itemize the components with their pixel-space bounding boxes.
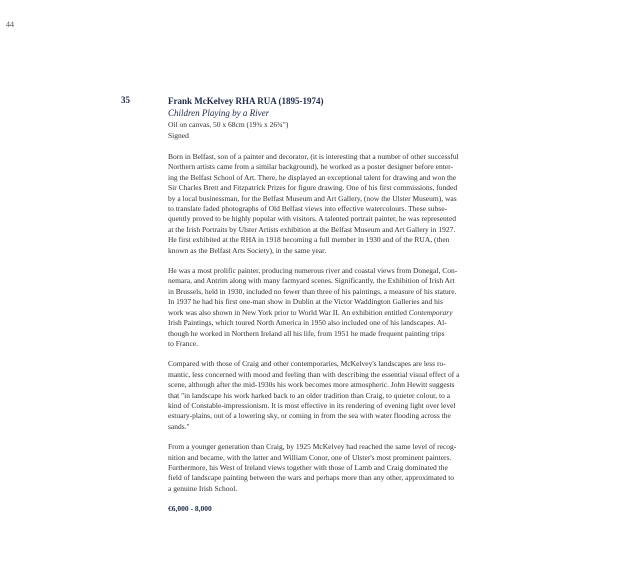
text-line: He first exhibited at the RHA in 1918 becoming a full member in 1930 and of the RUA, (then bbox=[168, 235, 450, 245]
text-line: nemara, and Antrim along with many farmyard scenes. Significantly, the Exhibition of Irish Art bbox=[168, 276, 455, 286]
text-line: known as the Belfast Arts Society), in the same year. bbox=[168, 245, 327, 255]
catalogue-entry bbox=[168, 95, 489, 513]
text-line: field of landscape painting between the wars and perhaps more than any other, approximated to bbox=[168, 473, 455, 483]
text-line: in Brussels, held in 1930, included no fewer than three of his paintings, a measure of his stature. bbox=[168, 286, 457, 296]
text-line: Born in Belfast, son of a painter and decorator, (it is interesting that a number of other successful bbox=[168, 152, 459, 161]
italic-exhibition-title: Contemporary bbox=[408, 307, 453, 317]
lot-number: 35 bbox=[121, 95, 130, 105]
text-line: nition and became, with the latter and William Conor, one of Ulster's most prominent painters. bbox=[168, 452, 452, 462]
text-line: at the Irish Portraits by Ulster Artists exhibition at the Belfast Museum and Art Gallery in 1927. bbox=[168, 224, 456, 234]
text-line: that "in landscape his work harked back to an older tradition than Craig, to quieter colour, to a bbox=[168, 390, 451, 400]
text-line: From a younger generation than Craig, by 1925 McKelvey had reached the same level of recog- bbox=[168, 442, 457, 452]
text-line: Northern artists came from a similar background), he worked as a poster designer before enter- bbox=[168, 162, 453, 172]
text-line-with-italic bbox=[168, 308, 489, 318]
paragraph-style bbox=[168, 359, 489, 432]
text-line: though he worked in Northern Ireland all his life, from 1951 he made frequent painting trips bbox=[168, 328, 445, 338]
text-line: ing the Belfast School of Art. There, he displayed an exceptional talent for drawing and won the bbox=[168, 172, 457, 182]
text-line: a genuine Irish School. bbox=[168, 483, 238, 493]
text-segment: work was also shown in New York prior to World War II. An exhibition entitled bbox=[168, 307, 407, 317]
text-line: by a local businessman, for the Belfast Museum and Art Gallery, (now the Ulster Museum), was bbox=[168, 193, 457, 203]
artwork-title: Children Playing by a River bbox=[168, 108, 270, 118]
text-line: estuary-plains, out of a lowering sky, or coming in from the sea with water flooding across the bbox=[168, 411, 451, 421]
text-line: mantic, less concerned with mood and feeling than with describing the essential visual effect of a bbox=[168, 369, 460, 379]
page-number: 44 bbox=[6, 20, 14, 29]
text-line: Compared with those of Craig and other contemporaries, McKelvey's landscapes are less ro- bbox=[168, 359, 446, 369]
artist-title: Frank McKelvey RHA RUA (1895-1974) bbox=[168, 96, 324, 106]
paragraph-biography bbox=[168, 152, 489, 256]
text-line: He was a most prolific painter, producing numerous river and coastal views from Donegal, Con- bbox=[168, 266, 458, 276]
text-line: In 1937 he had his first one-man show in Dublin at the Victor Waddington Galleries and his bbox=[168, 297, 443, 307]
signed-note: Signed bbox=[168, 131, 189, 140]
text-line: Irish Paintings, which toured North America in 1950 also included one of his landscapes. Al- bbox=[168, 318, 447, 328]
text-line: to France. bbox=[168, 338, 198, 348]
paragraph-legacy bbox=[168, 442, 489, 494]
price-estimate: €6,000 - 8,000 bbox=[168, 504, 212, 514]
text-line: kind of Constable-impressionism. It is most effective in its rendering of evening light over level bbox=[168, 400, 456, 410]
text-line: scene, although after the mid-1930s his work becomes more atmospheric. John Hewitt suggests bbox=[168, 380, 455, 390]
medium-dimensions: Oil on canvas, 50 x 68cm (19¾ x 26¾") bbox=[168, 120, 289, 129]
text-line: Furthermore, his West of Ireland views together with those of Lamb and Craig dominated the bbox=[168, 462, 448, 472]
paragraph-career bbox=[168, 266, 489, 349]
text-line: Sir Charles Brett and Fitzpatrick Prizes for figure drawing. One of his first commissions, funded bbox=[168, 183, 458, 193]
text-line: quently proved to be highly popular with visitors. A talented portrait painter, he was represented bbox=[168, 214, 456, 224]
text-line: to translate faded photographs of Old Belfast views into effective watercolours. These subse- bbox=[168, 204, 448, 214]
text-line: sands." bbox=[168, 421, 190, 431]
